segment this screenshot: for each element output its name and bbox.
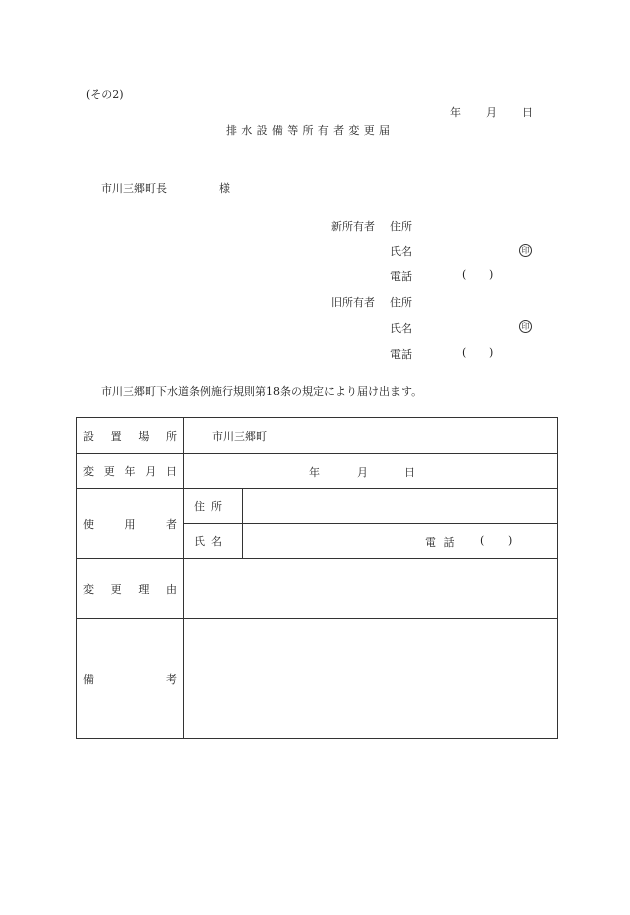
user-name-field[interactable] bbox=[243, 524, 558, 559]
change-date-label-char: 日 bbox=[166, 465, 177, 478]
user-address-label-char: 住 bbox=[194, 500, 205, 513]
remarks-field[interactable] bbox=[184, 619, 558, 739]
reason-label-char: 更 bbox=[110, 582, 122, 596]
user-label-char: 使 bbox=[83, 517, 94, 531]
location-label-char: 所 bbox=[165, 429, 177, 443]
row-change-date bbox=[77, 454, 558, 489]
reason-label-char: 理 bbox=[138, 582, 150, 596]
change-date-label-cell bbox=[77, 454, 184, 489]
new-owner-phone-close: ) bbox=[489, 268, 494, 281]
location-label-char: 場 bbox=[138, 429, 150, 443]
change-date-year-label: 年 bbox=[309, 466, 320, 479]
user-phone-close: ) bbox=[508, 534, 513, 547]
user-phone-label: 電 話 bbox=[425, 536, 457, 549]
reason-label-char: 由 bbox=[165, 582, 177, 596]
new-owner-phone-open: ( bbox=[462, 268, 467, 281]
user-name-label-char: 氏 bbox=[194, 535, 205, 548]
submission-date bbox=[450, 104, 533, 120]
old-owner-phone-close: ) bbox=[489, 346, 494, 359]
user-label-char: 用 bbox=[124, 517, 136, 531]
date-day-label: 日 bbox=[522, 106, 533, 119]
old-owner-phone-label: 電話 bbox=[390, 348, 412, 361]
old-owner-name-label: 氏名 bbox=[390, 322, 412, 335]
row-reason bbox=[77, 559, 558, 619]
location-label-char: 置 bbox=[110, 429, 122, 443]
form-number: (その2) bbox=[86, 88, 124, 101]
user-label-char: 者 bbox=[166, 517, 177, 531]
new-owner-heading: 新所有者 bbox=[331, 220, 375, 233]
remarks-label-cell bbox=[77, 619, 184, 739]
change-date-label-char: 年 bbox=[124, 465, 136, 478]
user-phone-open: ( bbox=[480, 534, 485, 547]
statement-text: 市川三郷町下水道条例施行規則第18条の規定により届け出ます。 bbox=[101, 385, 423, 398]
document-title: 排水設備等所有者変更届 bbox=[226, 124, 395, 137]
change-date-label-char: 月 bbox=[145, 465, 157, 478]
remarks-label-char: 考 bbox=[166, 672, 177, 686]
change-date-label-char: 更 bbox=[103, 465, 115, 478]
change-date-month-label: 月 bbox=[357, 466, 368, 479]
old-owner-phone-open: ( bbox=[462, 346, 467, 359]
old-owner-heading: 旧所有者 bbox=[331, 296, 375, 309]
reason-field[interactable] bbox=[184, 559, 558, 619]
change-date-value-field[interactable] bbox=[184, 454, 558, 489]
addressee-honorific: 様 bbox=[219, 182, 230, 195]
user-address-label-cell bbox=[184, 489, 243, 524]
remarks-label-char: 備 bbox=[83, 672, 94, 686]
user-address-field[interactable] bbox=[243, 489, 558, 524]
user-name-label-char: 名 bbox=[211, 535, 222, 548]
user-address-label-char: 所 bbox=[211, 500, 222, 513]
form-table bbox=[76, 417, 558, 739]
new-owner-seal-icon: 印 bbox=[519, 244, 532, 257]
location-value-field[interactable] bbox=[184, 418, 558, 454]
reason-label-char: 変 bbox=[83, 582, 94, 596]
date-year-label: 年 bbox=[450, 106, 461, 119]
old-owner-address-label: 住所 bbox=[390, 296, 412, 309]
change-date-day-label: 日 bbox=[404, 466, 415, 479]
new-owner-address-label: 住所 bbox=[390, 220, 412, 233]
old-owner-seal-icon: 印 bbox=[519, 320, 532, 333]
addressee-name: 市川三郷町長 bbox=[101, 182, 167, 195]
row-remarks bbox=[77, 619, 558, 739]
date-month-label: 月 bbox=[486, 106, 497, 119]
change-date-label-char: 変 bbox=[83, 465, 94, 478]
location-value: 市川三郷町 bbox=[212, 429, 267, 443]
user-name-label-cell bbox=[184, 524, 243, 559]
new-owner-phone-label: 電話 bbox=[390, 270, 412, 283]
row-location bbox=[77, 418, 558, 454]
new-owner-name-label: 氏名 bbox=[390, 245, 412, 258]
location-label-char: 設 bbox=[83, 429, 94, 443]
user-label-cell bbox=[77, 489, 184, 559]
reason-label-cell bbox=[77, 559, 184, 619]
location-label-cell bbox=[77, 418, 184, 454]
row-user-address bbox=[77, 489, 558, 524]
